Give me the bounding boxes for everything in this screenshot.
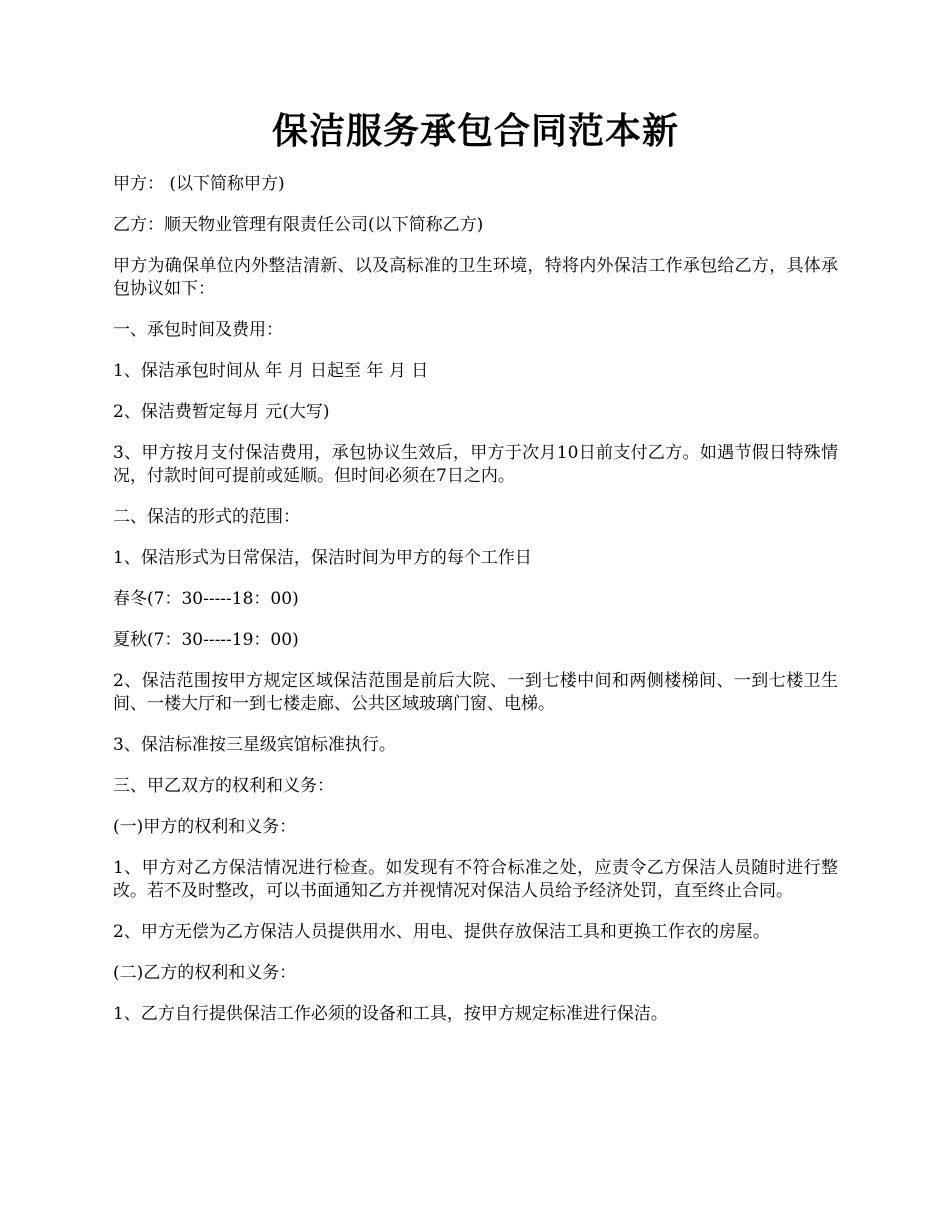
clause-2-1: 1、保洁形式为日常保洁，保洁时间为甲方的每个工作日 [113,548,532,569]
document-title: 保洁服务承包合同范本新 [271,110,679,152]
clause-3b-1: 1、乙方自行提供保洁工作必须的设备和工具，按甲方规定标准进行保洁。 [113,1004,668,1025]
party-a-line: 甲方： (以下简称甲方) [113,174,285,195]
clause-3a-2: 2、甲方无偿为乙方保洁人员提供用水、用电、提供存放保洁工具和更换工作衣的房屋。 [113,922,770,943]
clause-1-2: 2、保洁费暂定每月 元(大写) [113,402,330,423]
section-heading-2: 二、保洁的形式的范围： [113,507,300,528]
intro-paragraph: 甲方为确保单位内外整洁清新、以及高标准的卫生环境，特将内外保洁工作承包给乙方，具体承包协议如下： [113,256,838,300]
clause-1-3: 3、甲方按月支付保洁费用，承包协议生效后，甲方于次月10日前支付乙方。如遇节假日特殊情况，付款时间可提前或延顺。但时间必须在7日之内。 [113,443,838,487]
clause-3a-1: 1、甲方对乙方保洁情况进行检查。如发现有不符合标准之处，应责令乙方保洁人员随时进行整改。若不及时整改，可以书面通知乙方并视情况对保洁人员给予经济处罚，直至终止合同。 [113,858,838,902]
clause-2-2: 2、保洁范围按甲方规定区域保洁范围是前后大院、一到七楼中间和两侧楼梯间、一到七楼卫生间、一楼大厅和一到七楼走廊、公共区域玻璃门窗、电梯。 [113,671,838,715]
schedule-spring-winter: 春冬(7：30-----18：00) [113,589,299,610]
clause-1-1: 1、保洁承包时间从 年 月 日起至 年 月 日 [113,361,429,382]
clause-2-3: 3、保洁标准按三星级宾馆标准执行。 [113,735,396,756]
schedule-summer-autumn: 夏秋(7：30-----19：00) [113,630,299,651]
subsection-party-a: (一)甲方的权利和义务： [113,817,297,838]
section-heading-3: 三、甲乙双方的权利和义务： [113,776,334,797]
subsection-party-b: (二)乙方的权利和义务： [113,963,297,984]
party-b-line: 乙方：顺天物业管理有限责任公司(以下简称乙方) [113,215,484,236]
section-heading-1: 一、承包时间及费用： [113,320,283,341]
